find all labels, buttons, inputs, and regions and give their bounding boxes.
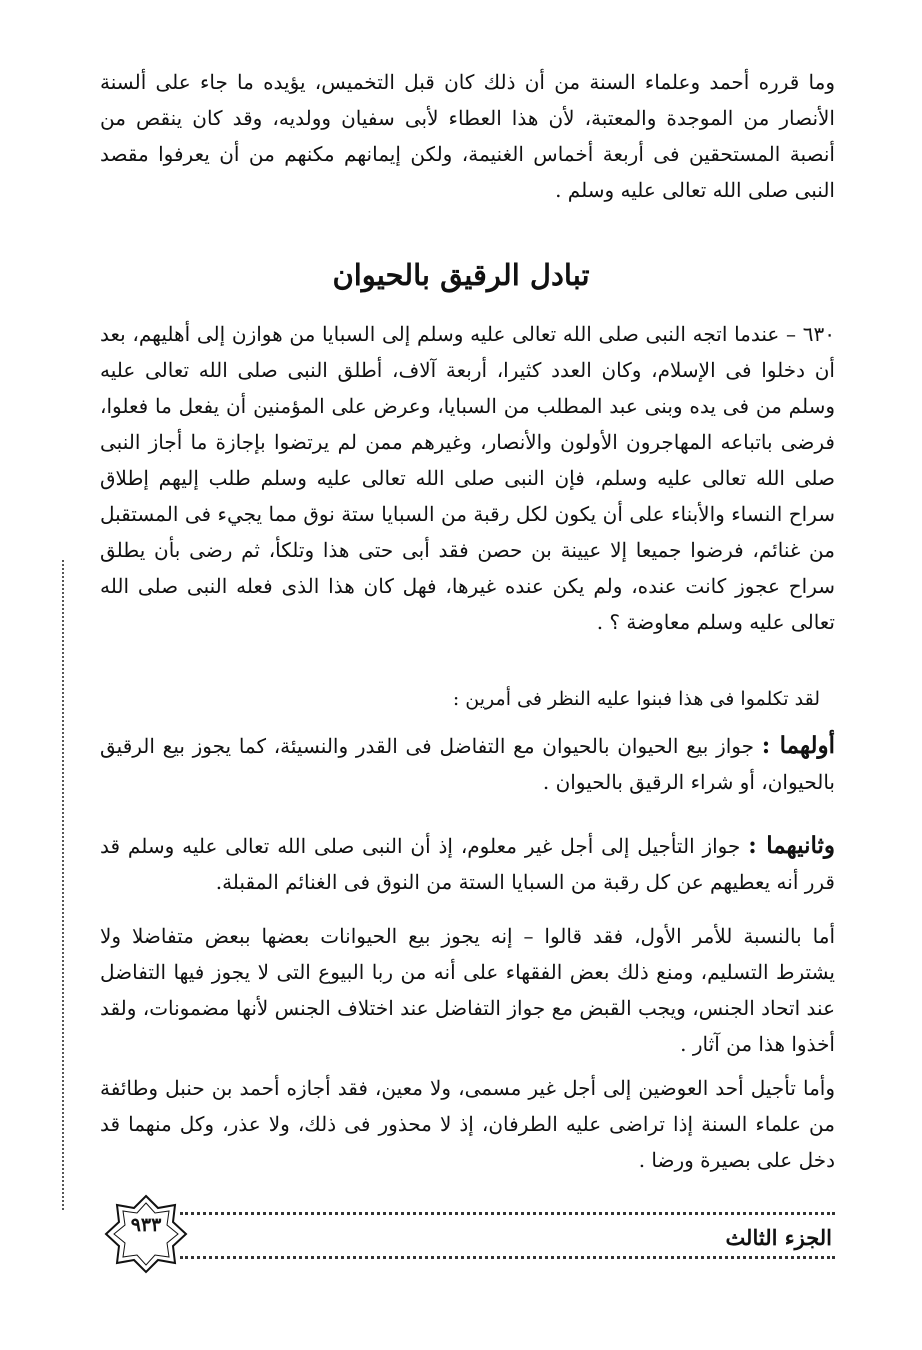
section-title: تبادل الرقيق بالحيوان — [332, 258, 590, 292]
second-point-text: جواز التأجيل إلى أجل غير معلوم، إذ أن النبى صلى الله تعالى عليه وسلم قد قرر أنه يعطيهم عن كل رقبة من السبايا الستة من النوق فى الغنائم المقبلة. — [100, 834, 835, 894]
section-body — [62, 310, 837, 1210]
second-matter-paragraph: وأما تأجيل أحد العوضين إلى أجل غير مسمى، ولا معين، فقد أجازه أحمد بن حنبل وطائفة من علماء السنة إذا تراضى عليه الطرفان، إذ لا محذور فى ذلك، ولا عذر، وكل منهما قد دخل على بصيرة ورضا . — [100, 1076, 835, 1172]
second-point-label: وثانيهما : — [748, 832, 836, 859]
margin-rule — [62, 560, 64, 1210]
footer-rule-top — [180, 1212, 835, 1215]
first-point-label: أولهما : — [761, 732, 836, 759]
lead-sentence: لقد تكلموا فى هذا فبنوا عليه النظر فى أمرين : — [452, 688, 820, 710]
page-number: ٩٣٣ — [130, 1214, 162, 1236]
intro-paragraph: وما قرره أحمد وعلماء السنة من أن ذلك كان قبل التخميس، يؤيده ما جاء على ألسنة الأنصار من الموجدة والمعتبة، لأن هذا العطاء لأبى سفيان وولديه، وقد كان ينقص من أنصبة المستحقين فى أربعة أخماس الغنيمة، ولكن إيمانهم مكنهم من أن يعرفوا مقصد النبى صلى الله تعالى عليه وسلم . — [100, 70, 835, 202]
first-point-text: جواز بيع الحيوان بالحيوان مع التفاضل فى القدر والنسيئة، كما يجوز بيع الرقيق بالحيوان، أو شراء الرقيق بالحيوان . — [100, 734, 835, 794]
first-matter-paragraph: أما بالنسبة للأمر الأول، فقد قالوا – إنه يجوز بيع الحيوانات بعضها ببعض متفاضلا ولا يشترط التسليم، ومنع ذلك بعض الفقهاء على أنه من ربا البيوع التى لا يجوز فيها التفاضل عند اتحاد الجنس، ويجب القبض مع جواز التفاضل عند اختلاف الجنس لأنها مضمونات، ولقد أخذوا هذا من آثار . — [100, 924, 835, 1056]
paragraph-630: ٦٣٠ – عندما اتجه النبى صلى الله تعالى عليه وسلم إلى السبايا من هوازن إلى أهليهم، بعد أن دخلوا فى الإسلام، وكان العدد كثيرا، أربعة آلاف، أطلق النبى صلى الله تعالى عليه وسلم من فى يده وبنى عبد المطلب من السبايا، وعرض على المؤمنين أن يفعل ما فعلوا، فرضى باتباعه المهاجرون الأولون والأنصار، وغيرهم ممن لم يرتضوا بإجازة ما أجاز النبى صلى الله تعالى عليه وسلم، فإن النبى صلى الله تعالى عليه وسلم طلب إليهم إطلاق سراح النساء والأبناء على أن يكون لكل رقبة من السبايا ستة نوق مما يجيء فى المستقبل من غنائم، فرضوا جميعا إلا عيينة بن حصن فقد أبى حتى هذا وتلكأ، ثم رضى بأن يطلق سراح عجوز كانت عنده، ولم يكن عنده غيرها، فهل كان هذا الذى فعله النبى صلى الله تعالى عليه وسلم معاوضة ؟ . — [100, 322, 835, 634]
part-label: الجزء الثالث — [725, 1225, 832, 1250]
footer-rule-bottom — [180, 1256, 835, 1259]
second-point — [100, 828, 835, 900]
first-point — [100, 728, 835, 800]
